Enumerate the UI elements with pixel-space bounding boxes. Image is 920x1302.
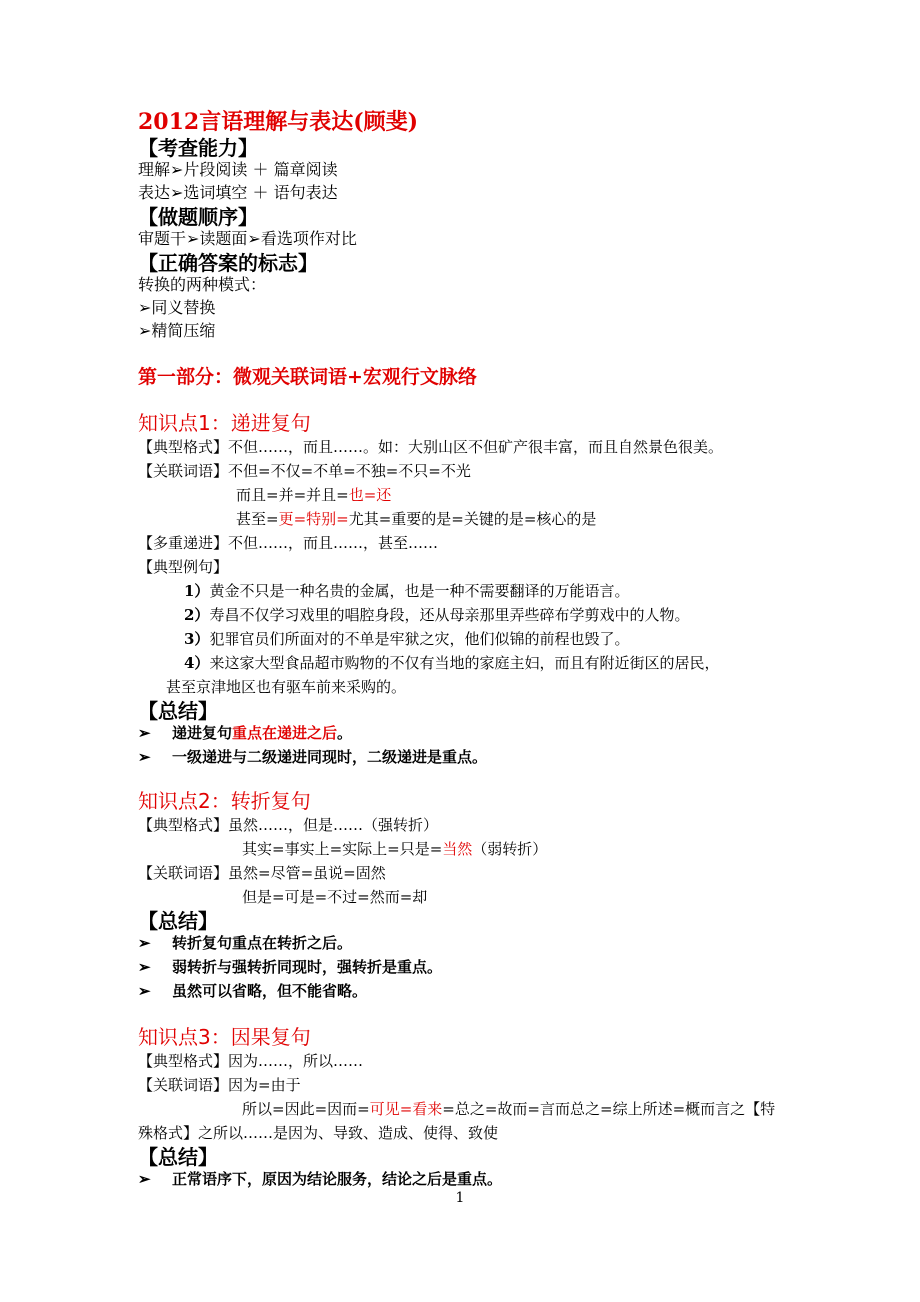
kp1-w2-plain: 而且=并=并且= (236, 486, 349, 504)
kp3-summary-1: ➢ 正常语序下，原因为结论服务，结论之后是重点。 (138, 1170, 503, 1188)
kp1-summary-2: ➢ 一级递进与二级递进同现时，二级递进是重点。 (138, 748, 488, 766)
correct-line-3: ➢精简压缩 (138, 321, 216, 340)
kp2-format: 【典型格式】虽然……，但是……（强转折） (138, 816, 439, 834)
kp2-title: 知识点2：转折复句 (138, 789, 311, 813)
kp1-multi-label: 【多重递进】 (138, 534, 229, 552)
kp1-multi-text: 不但……，而且……，甚至…… (228, 534, 439, 552)
order-line-1: 审题干➢读题面➢看选项作对比 (138, 229, 357, 248)
arrow-bullet-icon: ➢ (138, 934, 151, 952)
kp3-words: 【关联词语】因为=由于 (138, 1076, 301, 1094)
kp3-words-2: 所以=因此=因而=可见=看来=总之=故而=言而总之=综上所述=概而言之【特 (242, 1100, 776, 1118)
kp1-summary-heading: 【总结】 (138, 699, 218, 723)
arrow-bullet-icon: ➢ (138, 982, 151, 1000)
kp1-words-1: 不但=不仅=不单=不独=不只=不光 (228, 462, 471, 480)
doc-title: 2012言语理解与表达(顾斐) (138, 109, 419, 135)
arrow-bullet-icon: ➢ (138, 724, 151, 742)
page-number: 1 (455, 1190, 465, 1206)
kp1-example-3: 3）犯罪官员们所面对的不单是牢狱之灾，他们似锦的前程也毁了。 (184, 630, 630, 648)
kp1-title: 知识点1：递进复句 (138, 411, 311, 435)
kp1-summary-1: ➢ 递进复句重点在递进之后。 (138, 724, 353, 742)
kp1-words-label: 【关联词语】 (138, 462, 229, 480)
heading-correct-answer: 【正确答案的标志】 (138, 251, 318, 275)
kp3-words-3: 殊格式】之所以……是因为、导致、造成、使得、致使 (138, 1124, 499, 1142)
part-one-heading: 第一部分：微观关联词语+宏观行文脉络 (138, 366, 477, 388)
kp2-format-2: 其实=事实上=实际上=只是=当然（弱转折） (242, 840, 548, 858)
kp2-summary-2: ➢ 弱转折与强转折同现时，强转折是重点。 (138, 958, 443, 976)
kp2-words: 【关联词语】虽然=尽管=虽说=固然 (138, 864, 386, 882)
kp1-format-label: 【典型格式】 (138, 438, 229, 456)
arrow-bullet-icon: ➢ (138, 958, 151, 976)
heading-order: 【做题顺序】 (138, 205, 258, 229)
kp2-summary-heading: 【总结】 (138, 909, 218, 933)
heading-abilities: 【考查能力】 (138, 136, 258, 160)
kp1-format-text: 不但……，而且……。如：大别山区不但矿产很丰富，而且自然景色很美。 (228, 438, 724, 456)
kp1-multi (138, 532, 438, 554)
kp1-words (138, 460, 471, 482)
kp1-example-1: 1）黄金不只是一种名贵的金属，也是一种不需要翻译的万能语言。 (184, 582, 630, 600)
kp3-title: 知识点3：因果复句 (138, 1025, 311, 1049)
kp1-w3-plain-b: 尤其=重要的是=关键的是=核心的是 (348, 510, 597, 528)
kp3-summary-heading: 【总结】 (138, 1145, 218, 1169)
correct-line-2: ➢同义替换 (138, 298, 216, 317)
kp1-format (138, 436, 723, 458)
kp1-w3-red: 更=特别= (278, 510, 349, 528)
kp1-example-4-cont: 甚至京津地区也有驱车前来采购的。 (166, 678, 407, 696)
kp2-summary-1: ➢ 转折复句重点在转折之后。 (138, 934, 353, 952)
kp2-summary-3: ➢ 虽然可以省略，但不能省略。 (138, 982, 368, 1000)
kp2-words-2: 但是=可是=不过=然而=却 (242, 888, 428, 906)
kp1-words-2 (236, 484, 391, 506)
arrow-bullet-icon: ➢ (138, 1170, 151, 1188)
kp1-w2-red: 也=还 (348, 486, 392, 504)
kp1-examples-label: 【典型例句】 (138, 558, 229, 576)
abilities-line-1: 理解➢片段阅读 ＋ 篇章阅读 (138, 160, 338, 179)
kp1-example-2: 2）寿昌不仅学习戏里的唱腔身段，还从母亲那里弄些碎布学剪戏中的人物。 (184, 606, 690, 624)
arrow-bullet-icon: ➢ (138, 748, 151, 766)
kp3-format: 【典型格式】因为……，所以…… (138, 1052, 364, 1070)
abilities-line-2: 表达➢选词填空 ＋ 语句表达 (138, 183, 338, 202)
kp1-example-4: 4）来这家大型食品超市购物的不仅有当地的家庭主妇，而且有附近街区的居民， (184, 654, 720, 672)
correct-line-1: 转换的两种模式： (138, 275, 267, 294)
kp1-words-3 (236, 508, 596, 530)
kp1-w3-plain-a: 甚至= (236, 510, 279, 528)
